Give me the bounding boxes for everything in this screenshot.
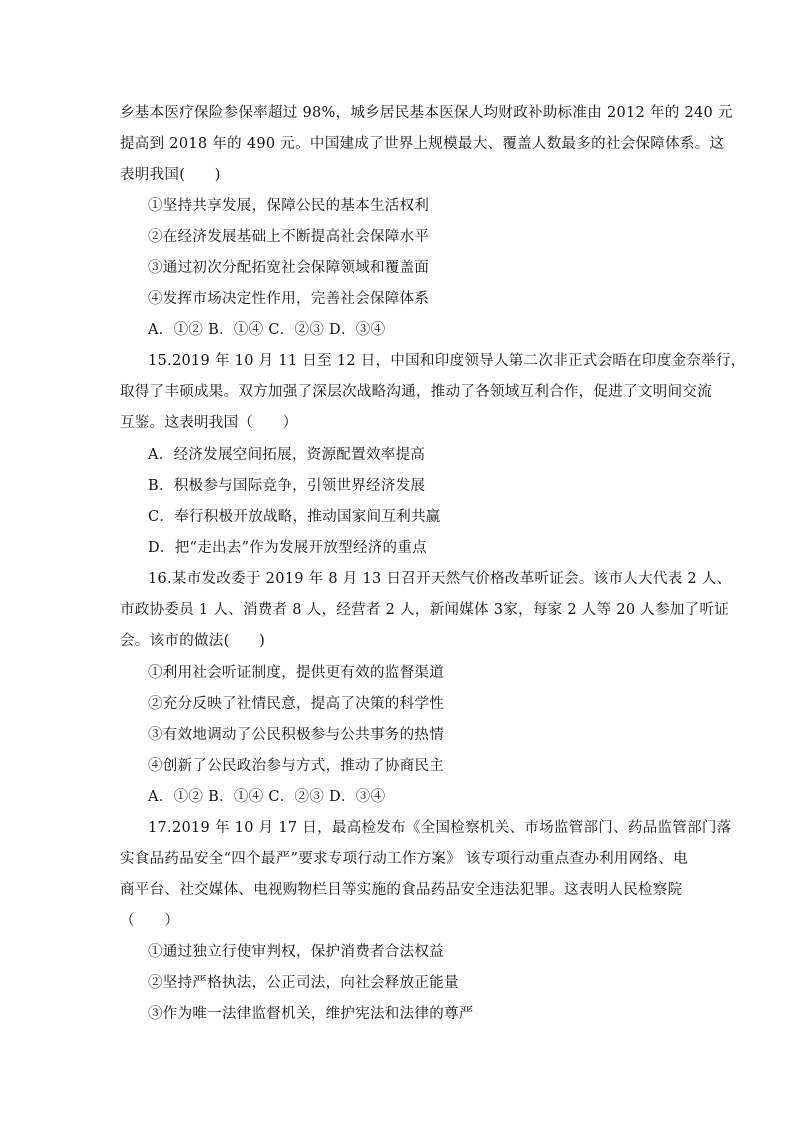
q16-stem-line-3: 会。该市的做法( ) xyxy=(120,633,266,649)
q15-choice-c: C．奉行积极开放战略，推动国家间互利共赢 xyxy=(148,509,441,525)
q16-stem-line-1: 16.某市发改委于 2019 年 8 月 13 日召开天然气价格改革听证会。该市人大代表 2 人、 xyxy=(148,571,732,587)
q15-choice-a: A．经济发展空间拓展，资源配置效率提高 xyxy=(148,447,426,463)
q14-stem-line-2: 提高到 2018 年的 490 元。中国建成了世界上规模最大、覆盖人数最多的社会保障体系。这 xyxy=(120,136,725,152)
q14-item-1: ①坚持共享发展，保障公民的基本生活权利 xyxy=(148,198,430,214)
q14-item-4: ④发挥市场决定性作用，完善社会保障体系 xyxy=(148,291,430,307)
q15-stem-line-2: 取得了丰硕成果。双方加强了深层次战略沟通，推动了各领域互利合作，促进了文明间交流 xyxy=(120,384,712,400)
q16-choices: A．①② B．①④ C．②③ D．③④ xyxy=(148,789,386,805)
q17-stem-line-4: （ ） xyxy=(120,913,180,929)
q16-item-3: ③有效地调动了公民积极参与公共事务的热情 xyxy=(148,727,444,743)
q16-item-4: ④创新了公民政治参与方式，推动了协商民主 xyxy=(148,758,444,774)
q14-choices: A．①② B．①④ C．②③ D．③④ xyxy=(148,322,386,338)
q16-item-1: ①利用社会听证制度，提供更有效的监督渠道 xyxy=(148,665,444,681)
q15-stem-line-3: 互鉴。这表明我国（ ） xyxy=(120,415,298,431)
q14-stem-line-1: 乡基本医疗保险参保率超过 98%，城乡居民基本医保人均财政补助标准由 2012 年的 240 元 xyxy=(120,105,733,121)
q17-item-1: ①通过独立行使审判权，保护消费者合法权益 xyxy=(148,944,444,960)
q15-choice-d: D．把“走出去”作为发展开放型经济的重点 xyxy=(148,540,427,556)
q16-stem-line-2: 市政协委员 1 人、消费者 8 人，经营者 2 人，新闻媒体 3家，每家 2 人等 20 人参加了听证 xyxy=(120,602,730,618)
q14-item-2: ②在经济发展基础上不断提高社会保障水平 xyxy=(148,229,430,245)
q15-choice-b: B．积极参与国际竞争，引领世界经济发展 xyxy=(148,478,426,494)
q14-item-3: ③通过初次分配拓宽社会保障领域和覆盖面 xyxy=(148,260,430,276)
q14-stem-line-3: 表明我国( ) xyxy=(120,167,221,183)
q17-item-2: ②坚持严格执法，公正司法，向社会释放正能量 xyxy=(148,975,459,991)
q15-stem-line-1: 15.2019 年 10 月 11 日至 12 日，中国和印度领导人第二次非正式会晤在印度金奈举行， xyxy=(148,353,746,369)
q17-item-3: ③作为唯一法律监督机关，维护宪法和法律的尊严 xyxy=(148,1006,474,1022)
q17-stem-line-2: 实食品药品安全“四个最严”要求专项行动工作方案》 该专项行动重点查办利用网络、电 xyxy=(120,851,688,867)
q17-stem-line-3: 商平台、社交媒体、电视购物栏目等实施的食品药品安全违法犯罪。这表明人民检察院 xyxy=(120,882,683,898)
q16-item-2: ②充分反映了社情民意，提高了决策的科学性 xyxy=(148,696,444,712)
q17-stem-line-1: 17.2019 年 10 月 17 日，最高检发布《全国检察机关、市场监管部门、药品监管部门落 xyxy=(148,820,732,836)
